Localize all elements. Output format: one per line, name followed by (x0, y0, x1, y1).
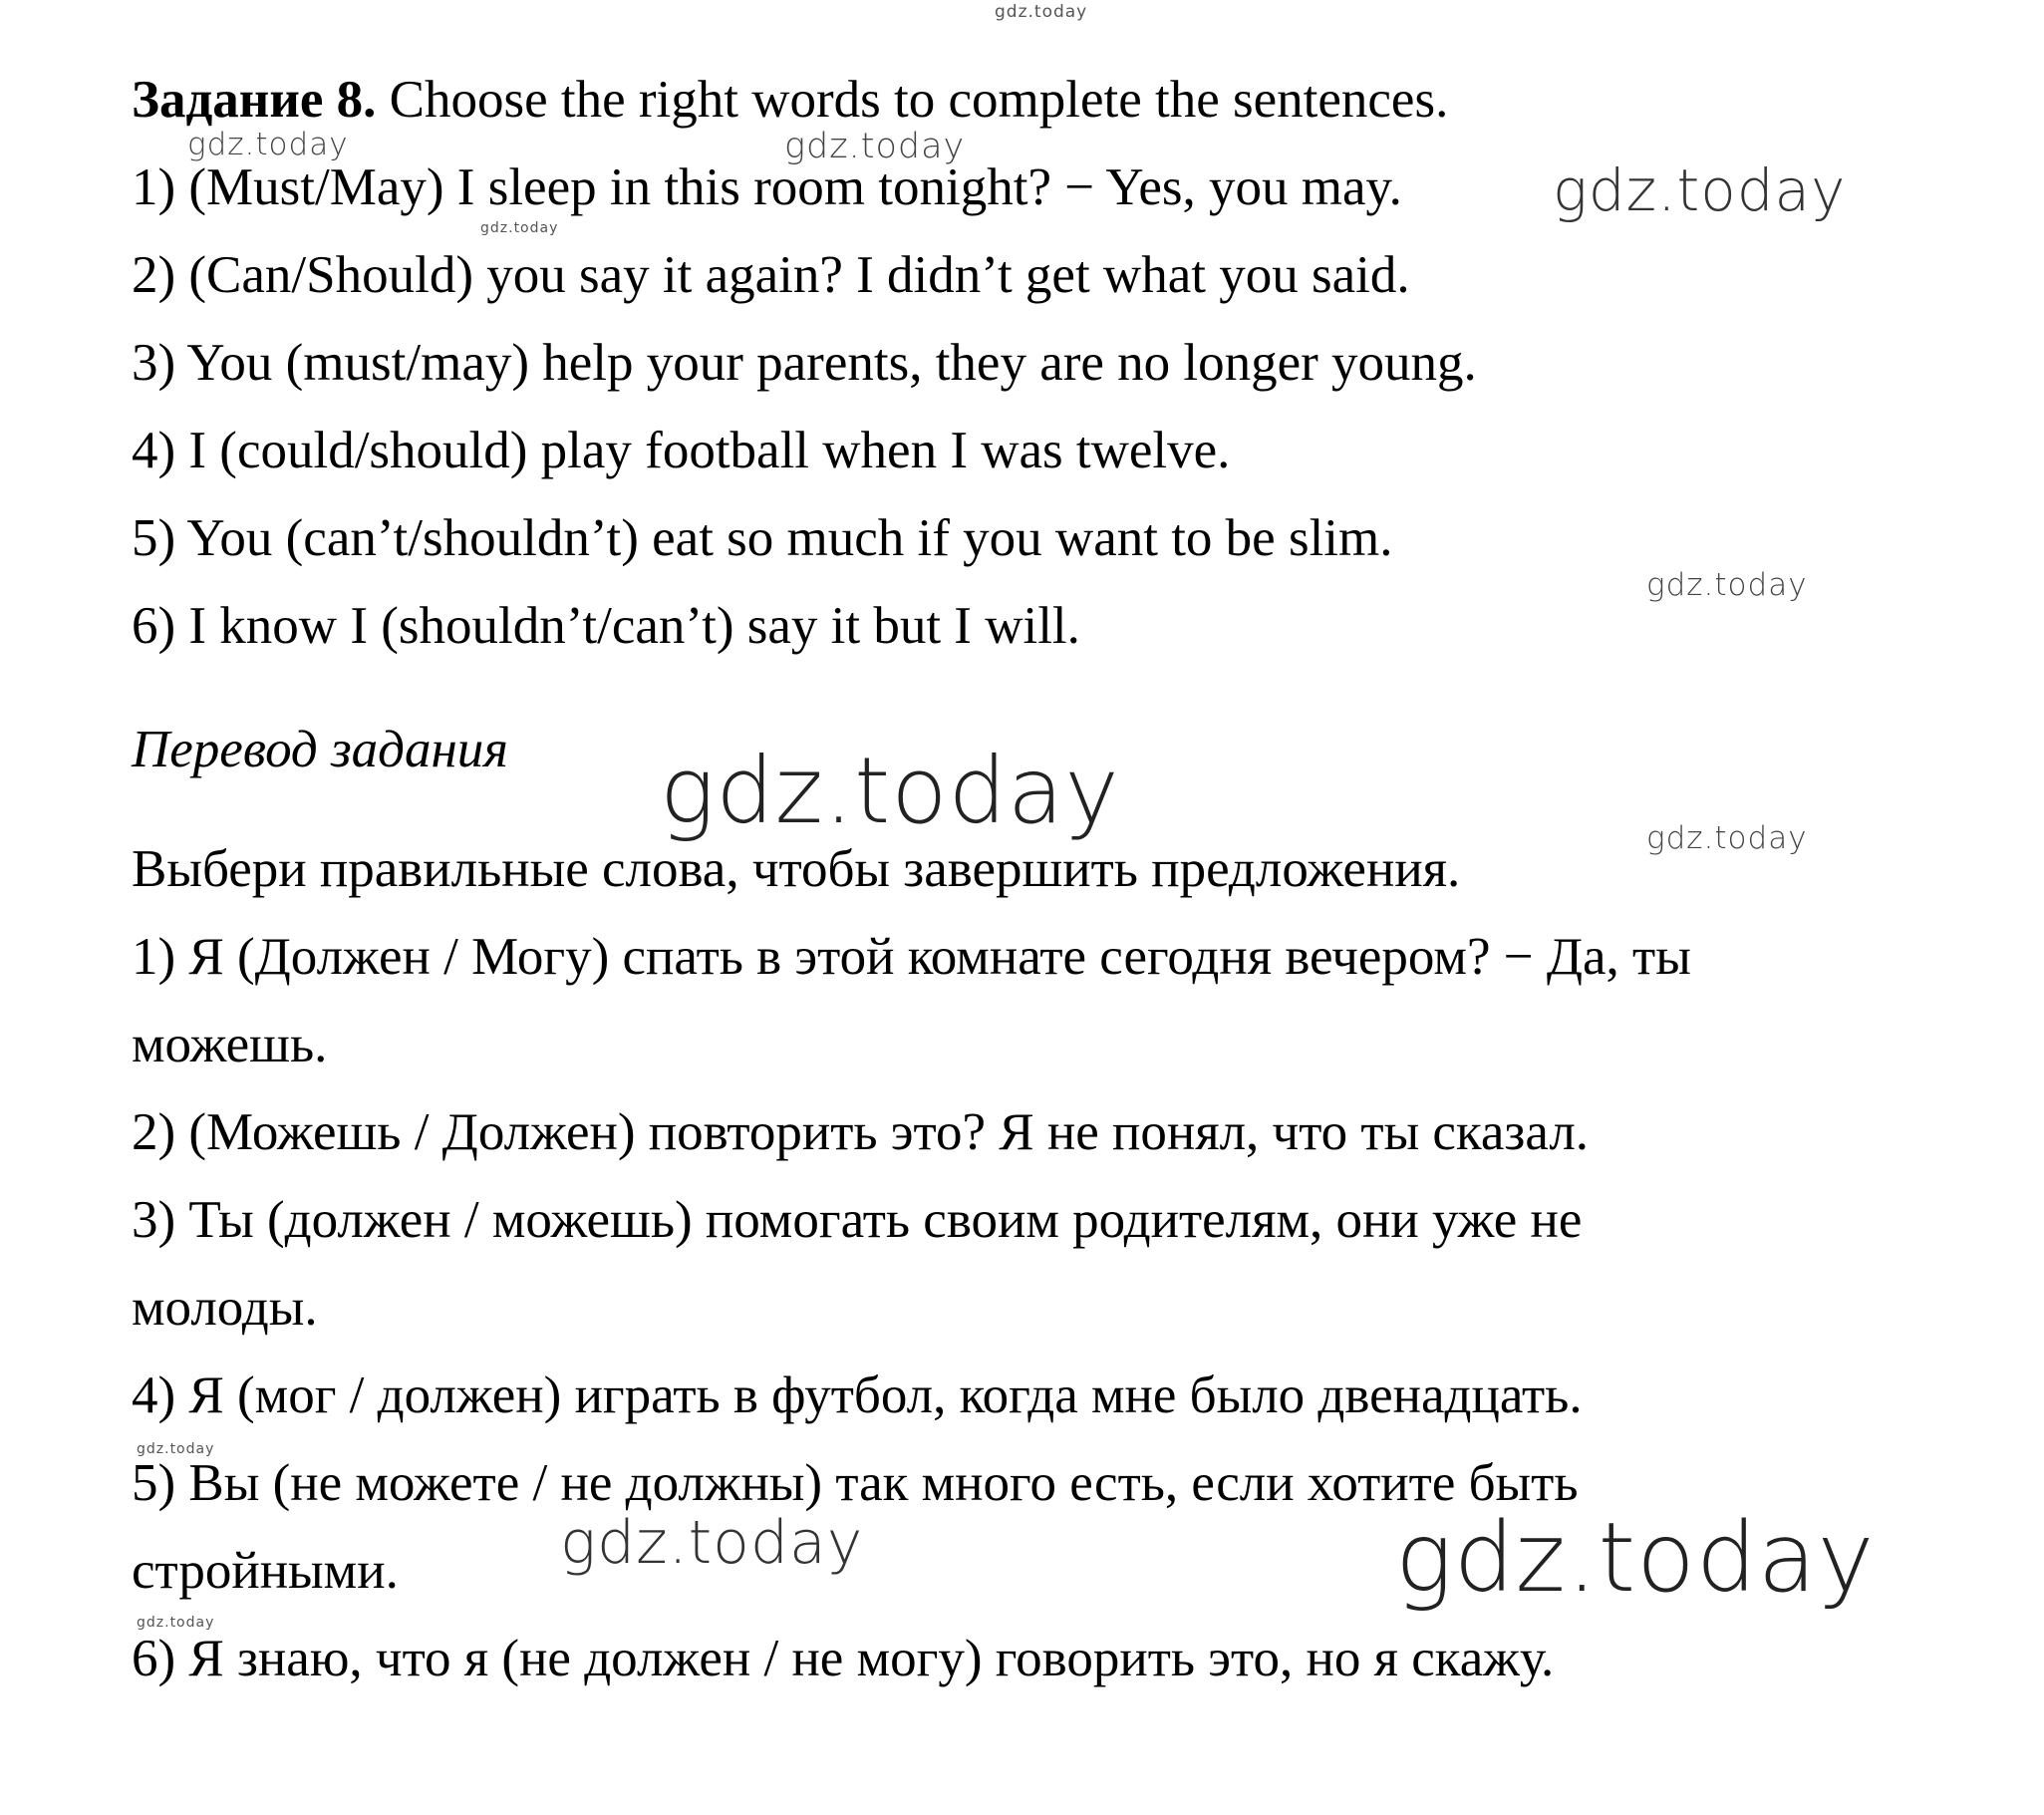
watermark-3: gdz.today (1553, 156, 1847, 224)
watermark-1: gdz.today (187, 127, 349, 162)
task-sentence-6: 6) I know I (shouldn’t/can’t) say it but I will. (132, 597, 1080, 655)
translation-line-5: молоды. (132, 1279, 318, 1337)
task-sentence-3: 3) You (must/may) help your parents, they are no longer young. (132, 334, 1477, 392)
watermark-7: gdz.today (1646, 820, 1808, 856)
task-sentence-1: 1) (Must/May) I sleep in this room tonight? − Yes, you may. (132, 158, 1402, 216)
translation-line-7: 5) Вы (не можете / не должны) так много есть, если хотите быть (132, 1454, 1579, 1512)
translation-line-6: 4) Я (мог / должен) играть в футбол, когда мне было двенадцать. (132, 1366, 1583, 1424)
translation-instruction: Выбери правильные слова, чтобы завершить предложения. (132, 840, 1461, 898)
translation-line-2: можешь. (132, 1016, 328, 1073)
watermark-2: gdz.today (784, 127, 966, 166)
watermark-top: gdz.today (995, 2, 1088, 22)
watermark-8: gdz.today (137, 1441, 215, 1457)
task-sentence-5: 5) You (can’t/shouldn’t) eat so much if you want to be slim. (132, 509, 1393, 567)
translation-heading: Перевод задания (132, 721, 508, 778)
translation-line-9: 6) Я знаю, что я (не должен / не могу) говорить это, но я скажу. (132, 1630, 1555, 1687)
task-sentence-2: 2) (Can/Should) you say it again? I didn’t get what you said. (132, 246, 1410, 304)
translation-line-4: 3) Ты (должен / можешь) помогать своим родителям, они уже не (132, 1191, 1583, 1249)
watermark-6: gdz.today (660, 738, 1120, 844)
watermark-5: gdz.today (1646, 567, 1808, 603)
task-instruction: Choose the right words to complete the sentences. (389, 71, 1449, 129)
translation-line-1: 1) Я (Должен / Могу) спать в этой комнате сегодня вечером? − Да, ты (132, 928, 1691, 986)
task-title (132, 70, 1448, 130)
translation-line-3: 2) (Можешь / Должен) повторить это? Я не понял, что ты сказал. (132, 1103, 1590, 1161)
watermark-11: gdz.today (137, 1615, 215, 1631)
task-sentence-4: 4) I (could/should) play football when I was twelve. (132, 422, 1231, 479)
task-label: Задание 8. (132, 71, 377, 129)
watermark-4: gdz.today (480, 220, 559, 236)
watermark-9: gdz.today (560, 1508, 864, 1578)
translation-line-8: стройными. (132, 1542, 399, 1600)
watermark-10: gdz.today (1395, 1502, 1876, 1614)
